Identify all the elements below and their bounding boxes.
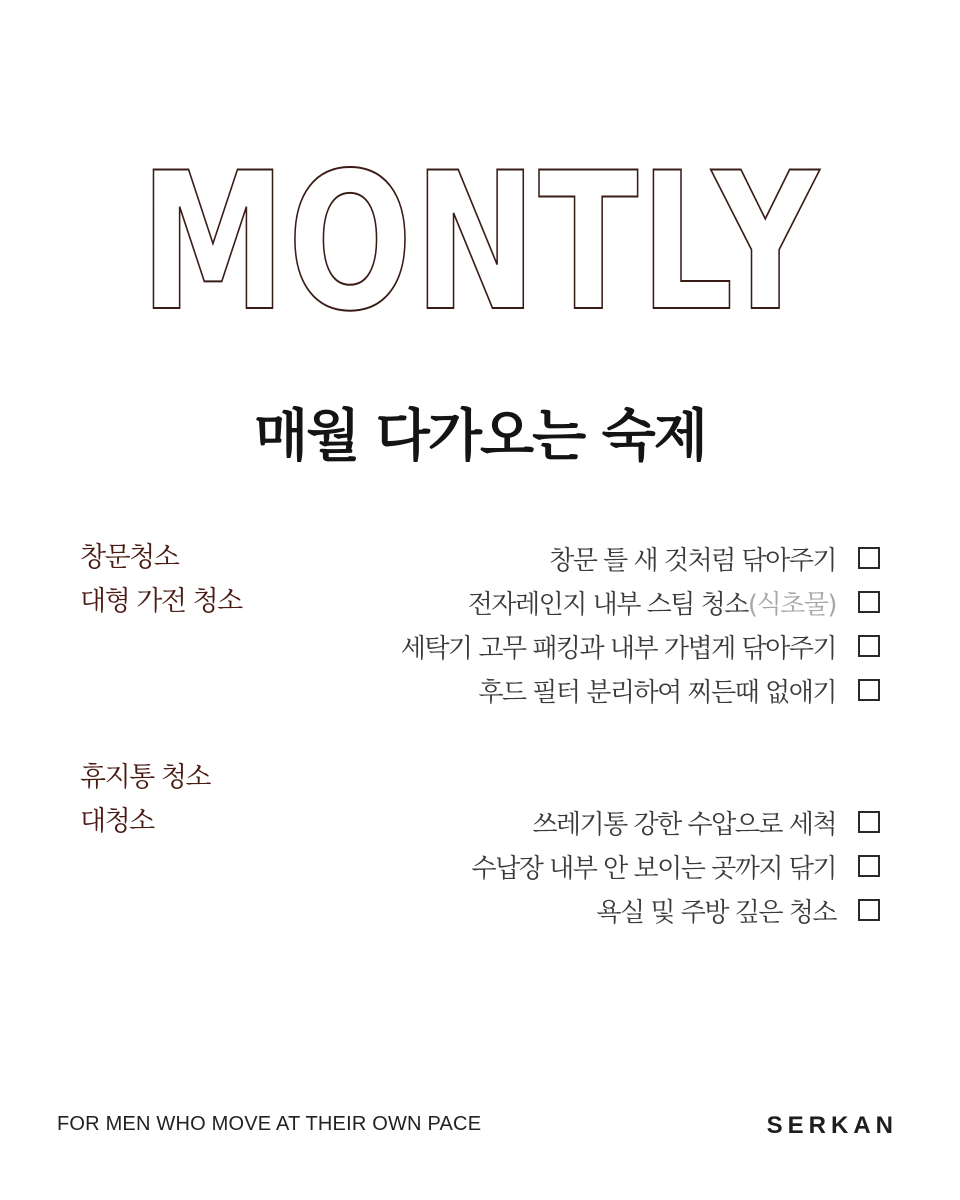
category-appliance: 대형 가전 청소 (80, 586, 242, 617)
task-item (280, 668, 880, 712)
task-item (280, 624, 880, 668)
category-window: 창문청소 (80, 542, 179, 573)
subtitle: 매월 다가오는 숙제 (254, 404, 706, 469)
task-checkbox[interactable] (858, 899, 880, 921)
task-label (468, 584, 836, 621)
hero-title: MONTLY (140, 160, 821, 320)
task-item (280, 580, 880, 624)
task-item (280, 888, 880, 932)
hero-title-graphic (0, 160, 960, 320)
task-item (280, 844, 880, 888)
task-checkbox[interactable] (858, 855, 880, 877)
task-label: 후드 필터 분리하여 찌든때 없애기 (478, 677, 836, 708)
footer-tagline: FOR MEN WHO MOVE AT THEIR OWN PACE (57, 1113, 482, 1135)
task-checkbox[interactable] (858, 635, 880, 657)
task-checkbox[interactable] (858, 547, 880, 569)
category-trash: 휴지통 청소 (80, 762, 210, 793)
task-checkbox[interactable] (858, 591, 880, 613)
task-label: 쓰레기통 강한 수압으로 세척 (532, 809, 836, 840)
task-checkbox[interactable] (858, 811, 880, 833)
task-label: 욕실 및 주방 깊은 청소 (596, 897, 836, 928)
task-item (280, 800, 880, 844)
task-checkbox[interactable] (858, 679, 880, 701)
task-label: 창문 틀 새 것처럼 닦아주기 (549, 545, 836, 576)
task-label-note: (식초물) (747, 589, 836, 620)
task-list (280, 536, 880, 932)
category-list (80, 536, 242, 844)
task-label-main: 전자레인지 내부 스팀 청소 (467, 589, 748, 620)
brand-logo: SERKAN (766, 1112, 898, 1139)
task-item (280, 536, 880, 580)
task-label: 수납장 내부 안 보이는 곳까지 닦기 (471, 853, 836, 884)
category-deep-clean: 대청소 (80, 806, 154, 837)
task-label: 세탁기 고무 패킹과 내부 가볍게 닦아주기 (400, 633, 836, 664)
